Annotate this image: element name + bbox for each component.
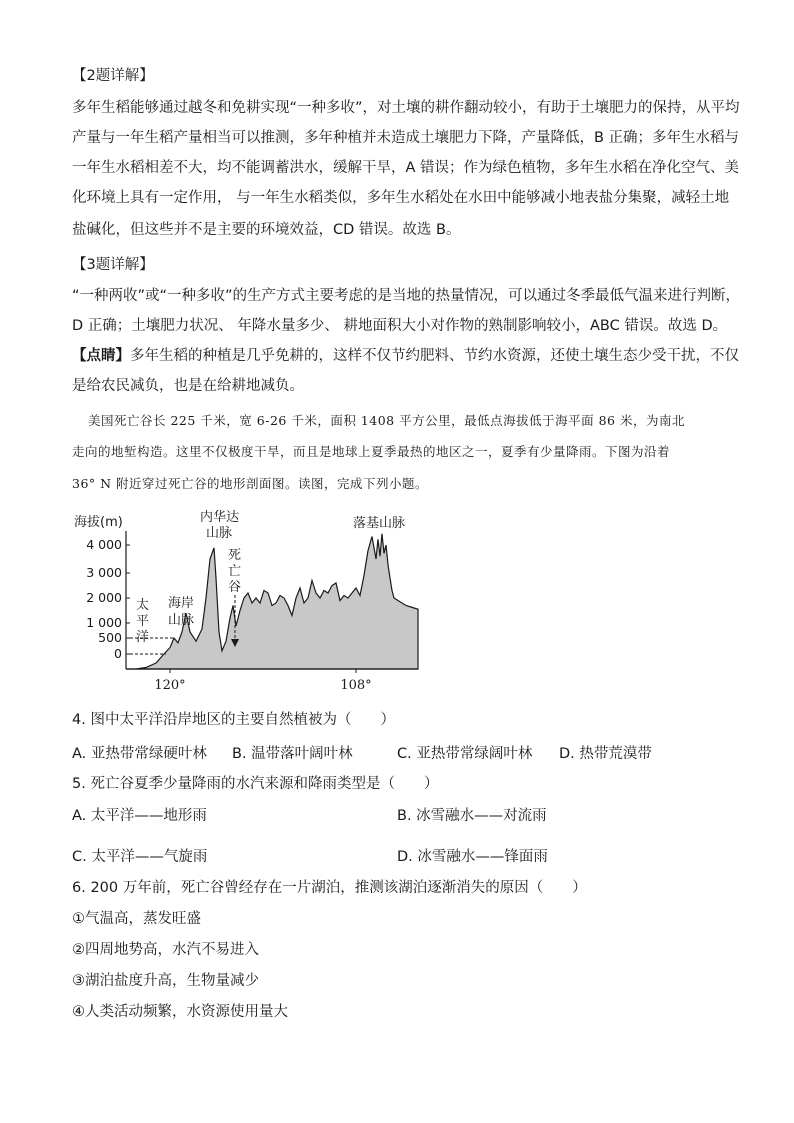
q5-option-d[interactable]: D. 冰雪融水——锋面雨 xyxy=(397,849,548,865)
rocky-mountains-label: 落基山脉 xyxy=(353,516,406,531)
q6-item: ④人类活动频繁，水资源使用量大 xyxy=(72,1004,288,1020)
q2-line: 一年生水稻相差不大，均不能调蓄洪水，缓解干旱，A 错误；作为绿色植物，多年生水稻在净化空气、美 xyxy=(72,160,740,176)
tip-text: 多年生稻的种植是几乎免耕的，这样不仅节约肥料、节约水资源，还使土壤生态少受干扰，不仅 xyxy=(130,348,739,364)
q5-option-c[interactable]: C. 太平洋——气旋雨 xyxy=(72,849,208,865)
death-valley-label-char: 亡 xyxy=(228,564,242,579)
death-valley-label-char: 谷 xyxy=(228,580,242,595)
q2-line: 多年生稻能够通过越冬和免耕实现“一种多收”，对土壤的耕作翻动较小，有助于土壤肥力的保持，从平均 xyxy=(72,100,740,116)
y-tick-label: 1 000 xyxy=(86,615,122,630)
q5-option-b[interactable]: B. 冰雪融水——对流雨 xyxy=(397,808,547,824)
q6-item: ③湖泊盐度升高，生物量减少 xyxy=(72,973,259,989)
q4-stem: 4. 图中太平洋沿岸地区的主要自然植被为（ ） xyxy=(72,712,395,728)
q2-line: 盐碱化，但这些并不是主要的环境效益，CD 错误。故选 B。 xyxy=(72,222,461,238)
death-valley-label-char: 死 xyxy=(228,548,242,563)
sierra-nevada-label: 内华达 xyxy=(200,510,240,525)
q2-heading: 【2题详解】 xyxy=(72,68,154,84)
y-tick-label: 500 xyxy=(98,630,122,645)
q6-item: ①气温高，蒸发旺盛 xyxy=(72,911,201,927)
q3-heading: 【3题详解】 xyxy=(72,257,154,273)
q6-item: ②四周地势高，水汽不易进入 xyxy=(72,942,259,958)
y-tick-label: 4 000 xyxy=(86,537,122,552)
x-tick-label: 120° xyxy=(154,678,186,693)
q4-option-c[interactable]: C. 亚热带常绿阔叶林 xyxy=(397,746,533,762)
terrain-profile-chart xyxy=(70,505,430,695)
tip-label: 【点睛】 xyxy=(72,348,130,364)
q6-stem: 6. 200 万年前，死亡谷曾经存在一片湖泊，推测该湖泊逐渐消失的原因（ ） xyxy=(72,880,587,896)
intro-line: 美国死亡谷长 225 千米，宽 6-26 千米，面积 1408 平方公里，最低点海拔低于海平面 86 米，为南北 xyxy=(88,413,685,428)
q4-option-d[interactable]: D. 热带荒漠带 xyxy=(559,746,652,762)
y-tick-label: 3 000 xyxy=(86,565,122,580)
y-tick-label: 2 000 xyxy=(86,590,122,605)
y-tick-label: 0 xyxy=(114,646,122,661)
q5-option-a[interactable]: A. 太平洋——地形雨 xyxy=(72,808,207,824)
intro-line: 走向的地堑构造。这里不仅极度干旱，而且是地球上夏季最热的地区之一，夏季有少量降雨。下图为沿着 xyxy=(72,444,671,459)
q5-stem: 5. 死亡谷夏季少量降雨的水汽来源和降雨类型是（ ） xyxy=(72,776,439,792)
pacific-label-char: 太 xyxy=(136,598,150,613)
q3-line: “一种两收”或“一种多收”的生产方式主要考虑的是当地的热量情况，可以通过冬季最低气温来进行判断， xyxy=(72,288,741,304)
x-tick-label: 108° xyxy=(340,678,372,693)
q4-option-a[interactable]: A. 亚热带常绿硬叶林 xyxy=(72,746,207,762)
pacific-label-char: 洋 xyxy=(136,630,150,645)
coast-range-label: 海岸 xyxy=(168,596,195,611)
intro-line: 36° N 附近穿过死亡谷的地形剖面图。读图，完成下列小题。 xyxy=(72,476,429,491)
sierra-nevada-label: 山脉 xyxy=(206,526,233,541)
q2-line: 产量与一年生稻产量相当可以推测，多年种植并未造成土壤肥力下降，产量降低，B 正确；多年生水稻与 xyxy=(72,130,740,146)
y-axis-label: 海拔(m) xyxy=(74,515,123,530)
tip-line xyxy=(72,342,739,372)
pacific-label-char: 平 xyxy=(136,614,150,629)
tip-line: 是给农民减负，也是在给耕地减负。 xyxy=(72,378,304,394)
q3-line: D 正确；土壤肥力状况、 年降水量多少、 耕地面积大小对作物的熟制影响较小，ABC 错误。故选 D。 xyxy=(72,318,728,334)
q4-option-b[interactable]: B. 温带落叶阔叶林 xyxy=(232,746,353,762)
q2-line: 化环境上具有一定作用， 与一年生水稻类似，多年生水稻处在水田中能够减小地表盐分集聚，减轻土地 xyxy=(72,190,730,206)
coast-range-label: 山脉 xyxy=(168,613,195,628)
